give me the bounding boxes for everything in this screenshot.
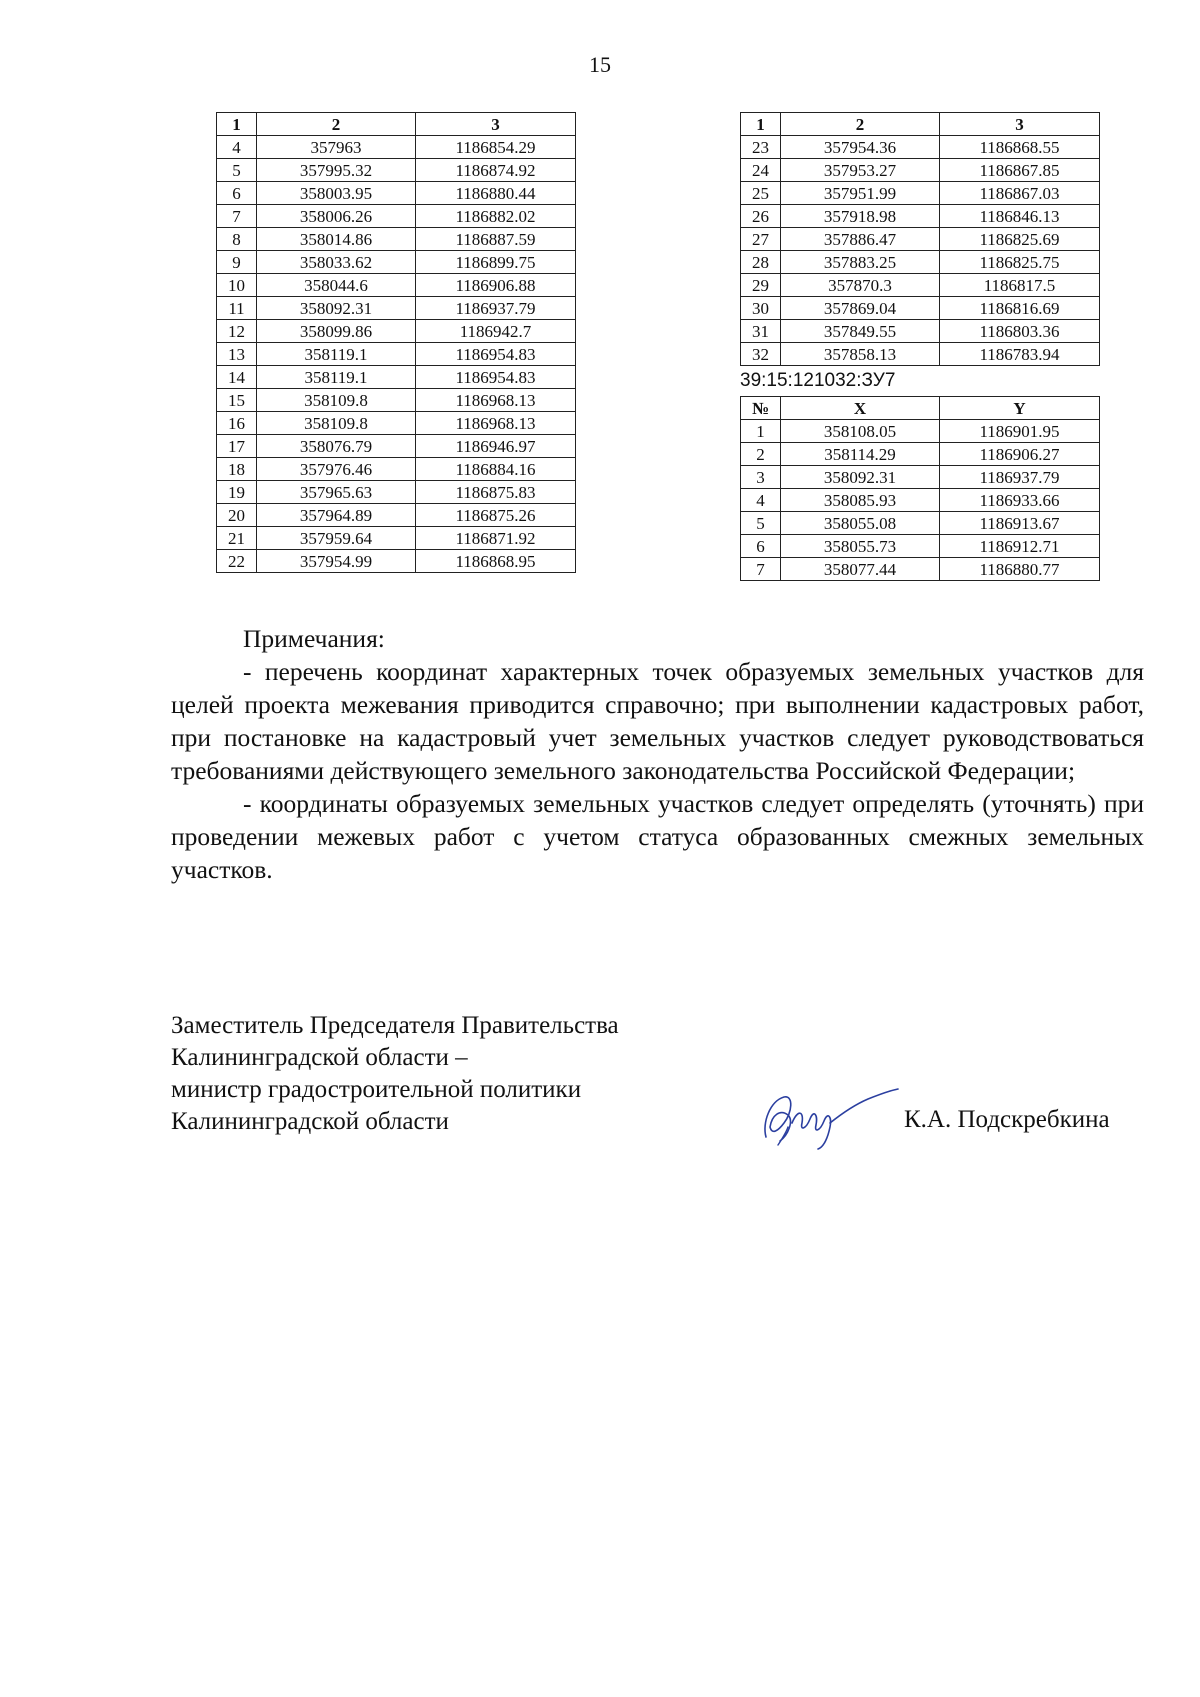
point-number-cell: 30 [741,297,781,320]
x-coordinate-cell: 357976.46 [257,458,416,481]
signatory-title-line: Калининградской области [171,1108,449,1135]
y-coordinate-cell: 1186937.79 [416,297,576,320]
point-number-cell: 3 [741,466,781,489]
point-number-cell: 1 [741,420,781,443]
table-row [217,458,576,481]
table-row [217,228,576,251]
point-number-cell: 7 [217,205,257,228]
x-coordinate-cell: 358099.86 [257,320,416,343]
parcel-label: 39:15:121032:ЗУ7 [740,370,896,391]
point-number-cell: 7 [741,558,781,581]
x-coordinate-cell: 357883.25 [781,251,940,274]
notes-heading: Примечания: [243,624,385,653]
y-coordinate-cell: 1186874.92 [416,159,576,182]
point-number-cell: 17 [217,435,257,458]
y-coordinate-cell: 1186868.55 [940,136,1100,159]
point-number-cell: 27 [741,228,781,251]
x-coordinate-cell: 358109.8 [257,412,416,435]
table-row [741,205,1100,228]
x-coordinate-cell: 358085.93 [781,489,940,512]
table-row [217,320,576,343]
table-row [741,420,1100,443]
y-coordinate-cell: 1186933.66 [940,489,1100,512]
coordinates-table-left [216,112,576,573]
x-coordinate-cell: 358119.1 [257,366,416,389]
point-number-cell: 2 [741,443,781,466]
table-row [217,550,576,573]
table-row [217,504,576,527]
x-coordinate-cell: 358003.95 [257,182,416,205]
table-header-row [217,113,576,136]
point-number-cell: 5 [217,159,257,182]
point-number-cell: 19 [217,481,257,504]
coordinates-table-parcel [740,396,1100,581]
x-coordinate-cell: 358077.44 [781,558,940,581]
y-coordinate-cell: 1186816.69 [940,297,1100,320]
table-row [217,182,576,205]
y-coordinate-cell: 1186968.13 [416,389,576,412]
x-coordinate-cell: 357886.47 [781,228,940,251]
y-coordinate-cell: 1186854.29 [416,136,576,159]
point-number-cell: 28 [741,251,781,274]
point-number-cell: 5 [741,512,781,535]
y-coordinate-cell: 1186882.02 [416,205,576,228]
table-row [741,466,1100,489]
signatory-title-line: Калининградской области – [171,1044,468,1071]
y-coordinate-cell: 1186846.13 [940,205,1100,228]
point-number-cell: 24 [741,159,781,182]
y-coordinate-cell: 1186954.83 [416,366,576,389]
point-number-cell: 22 [217,550,257,573]
x-coordinate-cell: 357869.04 [781,297,940,320]
y-coordinate-cell: 1186875.26 [416,504,576,527]
column-header: 1 [217,113,257,136]
column-header: 2 [781,113,940,136]
x-coordinate-cell: 357959.64 [257,527,416,550]
table-row [741,443,1100,466]
point-number-cell: 11 [217,297,257,320]
y-coordinate-cell: 1186906.88 [416,274,576,297]
x-coordinate-cell: 357995.32 [257,159,416,182]
point-number-cell: 10 [217,274,257,297]
y-coordinate-cell: 1186825.69 [940,228,1100,251]
y-coordinate-cell: 1186875.83 [416,481,576,504]
y-coordinate-cell: 1186803.36 [940,320,1100,343]
table-row [741,535,1100,558]
x-coordinate-cell: 358006.26 [257,205,416,228]
y-coordinate-cell: 1186946.97 [416,435,576,458]
table-row [217,412,576,435]
column-header: 1 [741,113,781,136]
note-item: - координаты образуемых земельных участков следует определять (уточнять) при проведении межевых работ с учетом статуса образованных смежных земельных участков. [171,789,1144,884]
x-coordinate-cell: 358109.8 [257,389,416,412]
point-number-cell: 6 [741,535,781,558]
table-row [217,366,576,389]
table-row [741,558,1100,581]
table-row [217,205,576,228]
y-coordinate-cell: 1186899.75 [416,251,576,274]
point-number-cell: 12 [217,320,257,343]
table-row [741,159,1100,182]
y-coordinate-cell: 1186871.92 [416,527,576,550]
column-header: 3 [940,113,1100,136]
signatory-title [171,1010,619,1138]
x-coordinate-cell: 357954.36 [781,136,940,159]
x-coordinate-cell: 357964.89 [257,504,416,527]
x-coordinate-cell: 357849.55 [781,320,940,343]
x-coordinate-cell: 358114.29 [781,443,940,466]
point-number-cell: 4 [741,489,781,512]
y-coordinate-cell: 1186884.16 [416,458,576,481]
table-row [217,527,576,550]
x-coordinate-cell: 358092.31 [781,466,940,489]
y-coordinate-cell: 1186906.27 [940,443,1100,466]
point-number-cell: 32 [741,343,781,366]
table-row [217,343,576,366]
y-coordinate-cell: 1186867.85 [940,159,1100,182]
x-coordinate-cell: 358108.05 [781,420,940,443]
y-coordinate-cell: 1186913.67 [940,512,1100,535]
table-row [741,136,1100,159]
column-header: № [741,397,781,420]
point-number-cell: 14 [217,366,257,389]
x-coordinate-cell: 358033.62 [257,251,416,274]
point-number-cell: 6 [217,182,257,205]
y-coordinate-cell: 1186880.44 [416,182,576,205]
table-row [741,320,1100,343]
x-coordinate-cell: 358014.86 [257,228,416,251]
column-header: X [781,397,940,420]
point-number-cell: 20 [217,504,257,527]
point-number-cell: 18 [217,458,257,481]
table-row [217,389,576,412]
table-row [217,297,576,320]
point-number-cell: 9 [217,251,257,274]
table-row [217,251,576,274]
signatory-title-line: Заместитель Председателя Правительства [171,1012,619,1039]
point-number-cell: 21 [217,527,257,550]
table-row [217,136,576,159]
point-number-cell: 8 [217,228,257,251]
column-header: 2 [257,113,416,136]
notes-section [171,622,1144,886]
point-number-cell: 26 [741,205,781,228]
y-coordinate-cell: 1186880.77 [940,558,1100,581]
x-coordinate-cell: 358076.79 [257,435,416,458]
table-row [217,274,576,297]
y-coordinate-cell: 1186817.5 [940,274,1100,297]
x-coordinate-cell: 357858.13 [781,343,940,366]
signer-name: К.А. Подскребкина [904,1106,1110,1133]
table-row [217,481,576,504]
x-coordinate-cell: 358119.1 [257,343,416,366]
x-coordinate-cell: 357953.27 [781,159,940,182]
y-coordinate-cell: 1186942.7 [416,320,576,343]
column-header: 3 [416,113,576,136]
signatory-title-line: министр градостроительной политики [171,1076,582,1103]
table-header-row [741,113,1100,136]
table-row [741,251,1100,274]
y-coordinate-cell: 1186901.95 [940,420,1100,443]
y-coordinate-cell: 1186887.59 [416,228,576,251]
table-row [741,182,1100,205]
table-row [741,274,1100,297]
table-row [741,489,1100,512]
page-number: 15 [589,52,611,77]
x-coordinate-cell: 358055.08 [781,512,940,535]
x-coordinate-cell: 357954.99 [257,550,416,573]
column-header: Y [940,397,1100,420]
table-row [741,228,1100,251]
x-coordinate-cell: 357963 [257,136,416,159]
y-coordinate-cell: 1186867.03 [940,182,1100,205]
note-item: - перечень координат характерных точек образуемых земельных участков для целей проекта межевания приводится справочно; при выполнении кадастровых работ, при постановке на кадастровый учет земельных участков следует руководствоваться требованиями действующего земельного законодательства Российской Федерации; [171,657,1144,785]
handwritten-signature [758,1075,908,1155]
x-coordinate-cell: 358044.6 [257,274,416,297]
x-coordinate-cell: 358055.73 [781,535,940,558]
x-coordinate-cell: 357870.3 [781,274,940,297]
table-header-row [741,397,1100,420]
x-coordinate-cell: 357965.63 [257,481,416,504]
point-number-cell: 31 [741,320,781,343]
table-row [741,343,1100,366]
x-coordinate-cell: 357918.98 [781,205,940,228]
y-coordinate-cell: 1186783.94 [940,343,1100,366]
table-row [741,512,1100,535]
y-coordinate-cell: 1186954.83 [416,343,576,366]
point-number-cell: 16 [217,412,257,435]
y-coordinate-cell: 1186868.95 [416,550,576,573]
y-coordinate-cell: 1186912.71 [940,535,1100,558]
point-number-cell: 15 [217,389,257,412]
point-number-cell: 13 [217,343,257,366]
point-number-cell: 29 [741,274,781,297]
point-number-cell: 25 [741,182,781,205]
y-coordinate-cell: 1186937.79 [940,466,1100,489]
x-coordinate-cell: 358092.31 [257,297,416,320]
y-coordinate-cell: 1186825.75 [940,251,1100,274]
table-row [217,159,576,182]
table-row [217,435,576,458]
y-coordinate-cell: 1186968.13 [416,412,576,435]
table-row [741,297,1100,320]
coordinates-table-right-top [740,112,1100,366]
point-number-cell: 23 [741,136,781,159]
point-number-cell: 4 [217,136,257,159]
x-coordinate-cell: 357951.99 [781,182,940,205]
